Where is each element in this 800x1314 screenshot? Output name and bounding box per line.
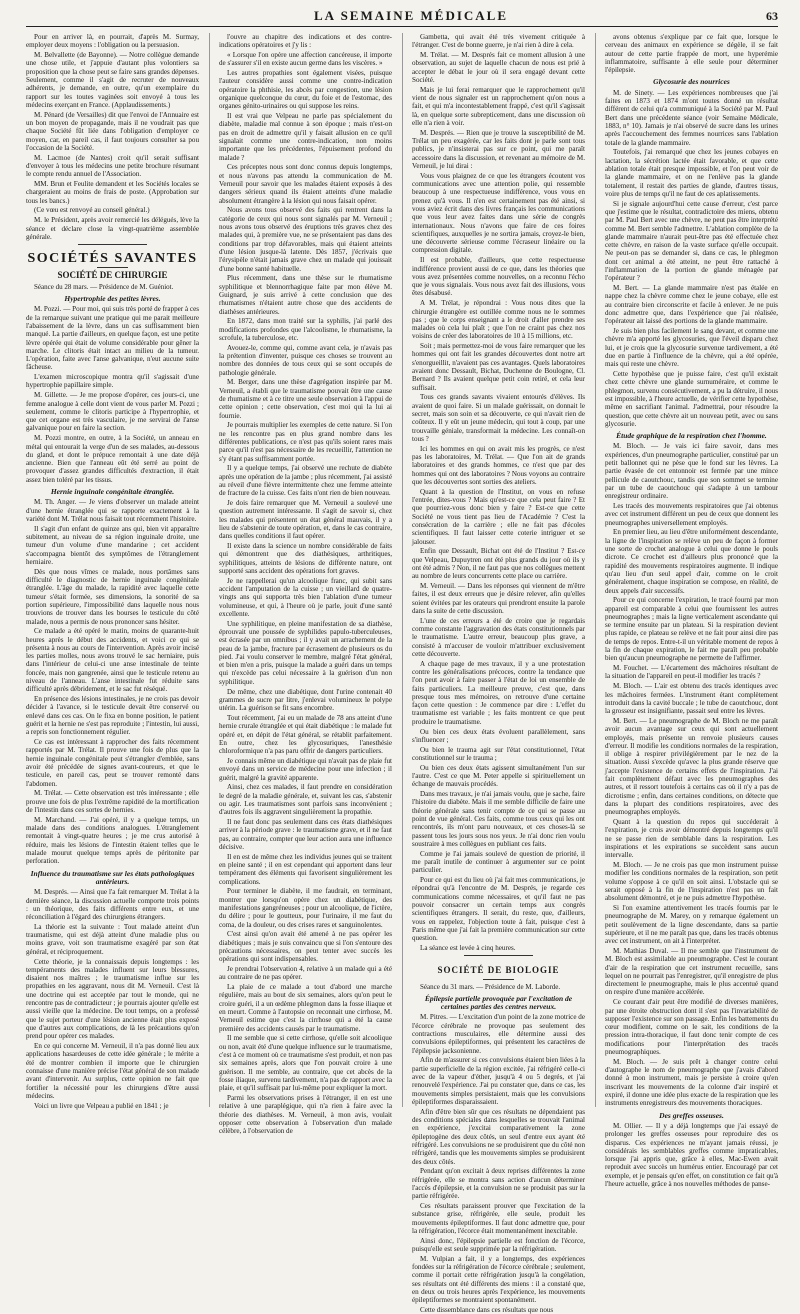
paragraph: M. Pitres. — L'excitation d'un point de la zone motrice de l'écorce cérébrale ne provoque pas seulement des contractions musculaires, elle détermine aussi des convulsions épileptiformes, qui présentent les caractères de l'épilepsie jacksonienne. [412,1013,585,1055]
topic-heading: Des greffes osseuses. [659,1110,724,1120]
paragraph: MM. Brun et Feulite demandent et les Sociétés locales se chargeraient au moins de frais de poste. (Approbation sur tous les bancs.) [26,180,199,205]
paragraph: Ainsi, chez ces malades, il faut prendre en considération le degré de la maladie générale, et, suivant les cas, s'abstenir ou agir. Les traumatismes sont parfois sans inconvénient ; d'autres fois ils aggravent singulièrement la propathie. [219,783,392,817]
paragraph: Pour en arriver là, en pourrait, d'après M. Surmay, employer deux moyens : l'obligation ou la persuasion. [26,33,199,50]
paragraph: Cette hypothèse que je puisse faire, c'est qu'il existait chez cette chèvre une glande surnuméraire, et comme le phlegmon, survenu consécutivement, a pu la détruire, il nous est impossible, à l'heure actuelle, de vérifier cette hypothèse, même en sacrifiant l'animal. J'admettrai, pour résoudre la question, que cette chèvre ait un nouveau petit, avec ou sans glycosurie. [605,370,778,428]
paragraph: Avouez-le, comme qui, comme avant cela, je n'avais pas la prétention d'inventer, puisque ces choses se trouvent au nombre des données de tous ceux qui se sont occupés de pathologie générale. [219,343,392,377]
paragraph: Gambetta, qui avait été très vivement critiquée à l'étranger. C'est de bonne guerre, je n'ai rien à dire à cela. [412,33,585,50]
paragraph: Ou bien ces deux états agissent simultanément l'un sur l'autre. C'est ce que M. Peter appelle si spirituellement un échange de mauvais procédés. [412,763,585,789]
paragraph: M. Bloch. — L'air est obtenu des tracés identiques avec les mâchoires fermées. L'instrument étant complètement introduit dans la cavité buccale ; le tube de caoutchouc, dont la grosseur est insignifiante, passait seul entre les lèvres. [605,682,778,716]
paragraph: M. Després. — Ainsi que l'a fait remarquer M. Trélat à la dernière séance, la discussion actuelle comporte trois points : un théorique, des faits différents entre eux, et une réconciliation à l'égard des chirurgiens étrangers. [26,888,199,922]
paragraph: M. Th. Anger. — Je viens d'observer un malade atteint d'une hernie étranglée qui se rapporte exactement à la variété dont M. Trélat nous faisait tout récemment l'histoire. [26,498,199,523]
paragraph: M. Pozzi. — Pour moi, qui suis très porté de frapper à ces de la remarque suivant une pratique qui me parait meilleure l'abaissement de la lèvre, dans un cas suffisamment bien manqué. La partie d'ailleurs, en quelque façon, est une petite lèvre opérée qui était de volume considérable pour gêner la marche. Le clitoris était intact au milieu de la tumeur. L'opération, faite avec l'anse galvanique, n'eut aucune suite fâcheuse. [26,305,199,372]
paragraph: Ce cas est intéressant à rapprocher des faits récemment rapportés par M. Trélat. Il prouve une fois de plus que la hernie inguinale congénitale peut s'étrangler d'emblée, sans avoir été précédée de signes avant-coureurs, et que le testicule, en pareil cas, peut se trouver remonté dans l'abdomen. [26,738,199,788]
divider [483,979,514,980]
divider [97,267,128,268]
paragraph: Nous avons tous observé des faits qui rentrent dans la catégorie de ceux qui nous sont signalés par M. Verneuil ; nous avons tous observé des éruptions très graves chez des malades qui, à première vue, ne se présentaient pas dans des conditions par trop défavorables, mais qui étaient atteints d'une lésion jusque-là latente. Dès 1857, j'écrivais que l'érysipèle n'était jamais grave chez un malade qui jouissait d'une bonne santé habituelle. [219,206,392,273]
paragraph: Il est vrai que Velpeau ne parle pas spécialement du diabète, maladie mal connue à son époque ; mais n'est-on pas en droit de admettre qu'il y faisait allusion en ce qu'il signalait comme une contre-indication, non moins importante que les précédentes, l'épuisement profond du malade ? [219,112,392,162]
paragraph: En présence des lésions intestinales, je ne crois pas devoir décider à l'avance, si le testicule devait être conservé ou enlevé dans ces cas. On le fixa en bonne position, le patient guérit et la hernie ne s'est pas reproduite ; l'intestin, lui aussi, a repris son fonctionnement régulier. [26,695,199,737]
paragraph: M. Després. — Rien que je trouve la susceptibilité de M. Trélat un peu exagérée, car les faits dont je parle sont tous publics, je n'insisterai pas sur ce point, qui me paraît accessoire dans la discussion, et revenant au mémoire de M. Verneuil, je lui dirai : [412,128,585,170]
paragraph: L'une de ces erreurs a été de croire que je regardais comme constante l'aggravation des états constitutionnels par le traumatisme. L'autre erreur, beaucoup plus grave, a consisté à m'accuser de vouloir m'attribuer exclusivement cette découverte. [412,616,585,658]
paragraph: Pour terminer le diabète, il me faudrait, en terminant, montrer que lorsqu'on opère chez un diabétique, des manifestations gangréneuses ; pour un alcoolique, de l'ictère, du délire ; pour le goutteux, pour l'urinaire, il me faut du coma, de la douleur, ou des crises rares et sanguinolentes. [219,887,392,929]
paragraph: Je suis bien plus facilement le sang devant, et comme une chèvre m'a apporté les glycosuries, que l'éveil disparu chez lui, et je crois que la glycosurie survenue tardivement, a été due en partie à l'influence de la chèvre, qui a été opérée, mais qui reste une chèvre. [605,327,778,369]
paragraph: Il ne faut donc pas seulement dans ces états diathésiques arriver à la période grave : le traumatisme grave, et il ne faut pas, au contraire, compter que leur action aura une influence décisive. [219,818,392,851]
paragraph: Dès que nous vîmes ce malade, nous portâmes sans difficulté le diagnostic de hernie inguinale congénitale étranglée. L'âge du malade, la rapidité avec laquelle cette tumeur s'était formée, ses dimensions, la sonorité de sa portion supérieure, l'impossibilité dans laquelle nous nous trouvions de trouver dans les bourses le testicule du côté malade, nous a permis de nous prononcer sans hésiter. [26,567,199,626]
paragraph: M. de Sinety. — Les expériences nombreuses que j'ai faites en 1873 et 1874 m'ont toutes donné un résultat différent de celui qu'a communiqué à la Société par M. Paul Bert dans une précédente séance (voir Semaine Médicale, 1883, n° 10). Jamais je n'ai observé de sucre dans les urines après l'accouchement des femmes nourrices sans l'ablation totale de la glande mammaire. [605,88,778,147]
paragraph: Quant à la question du repos qui succéderait à l'expiration, je crois avoir démontré depuis longtemps qu'il ne se passe rien de semblable dans la respiration. Les inspirations et les expirations se succèdent sans aucun intervalle. [605,818,778,860]
paragraph: Tout récemment, j'ai eu un malade de 78 ans atteint d'une hernie crurale étranglée et qui était diabétique : le malade fut opéré et, en dépit de l'état général, se rétablit parfaitement. En outre, chez les glycosuriques, l'anesthésie chloroformique n'a pas paru offrir de dangers particuliers. [219,713,392,756]
topic-heading: Influence du traumatisme sur les états pathologiques antérieurs. [30,868,195,886]
paragraph: M. Pozzi montre, en outre, à la Société, un anneau en métal qui entourait la verge d'un de ses malades, au-dessous du gland, et dont le prépuce remontait à une date déjà ancienne. Bien que l'anneau eût été serré au point de provoquer d'assez grandes difficultés d'extraction, il était assez bien toléré par les tissus. [26,434,199,484]
paragraph: Parmi les observations prises à l'étranger, il en est une relative à une paraplégique, qui n'a rien à faire avec la théorie des diathèses. M. Verneuil, à mon avis, voulait opposer cette observation à l'observation d'un malade célèbre, à l'observation de [219,1094,392,1136]
paragraph: Ces préceptes nous sont donc connus depuis longtemps, et nous n'avons pas attendu la communication de M. Verneuil pour savoir que les malades étaient exposés à des dangers sérieux quand ils étaient atteints d'une maladie absolument étrangère à la lésion qui nous faisait opérer. [219,163,392,205]
page-number: 63 [766,9,778,23]
paragraph: Il y a quelque temps, j'ai observé une rechute de diabète après une opération de la jambe ; plus récemment, j'ai assisté au réveil d'une fièvre intermittente chez une femme atteinte de fracture de la cuisse. Ces faits n'ont rien de bien nouveau. [219,464,392,498]
paragraph: Ce courant d'air peut être modifié de diverses manières, par une étroite obstruction dont il s'est pas l'invariabilité de supposer l'existence sur son passage. Enfin les battements du cœur modifient, comme on le sait, les conditions de la pression intra-thoracique, il faut donc tenir compte de ces modifications pour l'interprétation des tracés pneumographiques. [605,998,778,1057]
section-heading: SOCIÉTÉS SAVANTES [27,251,198,267]
paragraph: M. Vulpian a fait, il y a longtemps, des expériences fondées sur la réfrigération de l'écorce cérébrale ; seulement, comme il portait cette réfrigération jusqu'à la congélation, ses résultats ont été différents des miens : il a constaté que, en deux ou trois heures après l'expérience, les mouvements épileptiformes se montraient spontanément. [412,1254,585,1305]
paragraph: Pendant qu'on excitait à deux reprises différentes la zone réfrigérée, elle se montra sans action d'aucun déterminer l'accès d'épilepsie, et la convulsion ne se produisit pas sur la partie réfrigérée. [412,1167,585,1201]
paragraph: Soit ; mais permettez-moi de vous faire remarquer que les hommes qui ont fait les grandes découvertes dont notre art s'enorgueillit, n'avaient pas ces avantages. Quels laboratoires avaient donc Dessault, Bichat, Duchenne de Boulogne, Cl. Bernard ? Ils avaient quelque petit coin retiré, et cela leur suffisait. [412,342,585,392]
paragraph: Dans mes travaux, je n'ai jamais voulu, que je sache, faire l'histoire du diabète. Mais il me semble difficile de faire une théorie générale sans tenir compte de ce qui se passe au point de vue général. Ces faits, comme tous ceux qui les ont rencontrés, ils m'ont paru nouveaux, et ces choses-là se passent tous les jours sous nos yeux. Je n'ai donc rien voulu soustraire à mes collègues en publiant ces faits. [412,790,585,848]
paragraph: Je dois faire remarquer que M. Verneuil a soulevé une question autrement intéressante. Il s'agit de savoir si, chez les malades qui présentent un état général mauvais, il y a lieu de s'abstenir de toute opération, et, dans le cas contraire, dans quelles conditions il faut opérer. [219,499,392,541]
topic-heading: Hernie inguinale congénitale étranglée. [50,487,175,497]
paragraph: M. Pénard (de Versailles) dit que l'envoi de l'Annuaire est un bon moyen de propagande, mais il ne voudrait pas que chaque Société fût liée dans l'obligation d'employer ce moyen, car, en pareil cas, il faut toujours consulter sa pou l'occasion de la Société. [26,110,199,152]
paragraph: Les autres propathies sont également visées, puisque l'auteur considère aussi comme une contre-indication opératoire la phthisie, les abcès par congestion, une lésion organique quelconque du cœur, du foie et de l'estomac, des organes génito-urinaires ou qui suppose les reins. [219,69,392,111]
column-3 [402,33,585,1314]
paragraph: Vous vous plaignez de ce que les étrangers écoutent vos communications avec une attention polie, qui ressemble beaucoup à une respectueuse indifférence, vous vous en prenez qu'à vous. Il n'en est certainement pas été ainsi, si vous aviez écrit dans des livres français les communications que vous leur avez faites dans une série de congrès internationaux. Nous n'avons que faire de ces foires scientifiques, auxquelles je ne sortira jamais, croyez-le bien, une découverte sérieuse comme l'écraseur linéaire ou la compression digitale. [412,171,585,255]
paragraph: Ou bien le trauma agit sur l'état constitutionnel, l'état constitutionnel sur le trauma ; [412,745,585,762]
columns [26,33,778,1314]
paragraph: l'ouvre au chapitre des indications et des contre-indications opératoires et j'y lis : [219,33,392,50]
column-4 [595,33,778,1188]
paragraph: M. Bloch. — Je vais ici faire savoir, dans mes expériences, d'un pneumographe particulier, constitué par un petit ballonnet qui ne pèse que le fond sur les lèvres. La partie évasée de cet entonnoir est fermée par une mince pellicule de caoutchouc, tandis que son sommet se termine par un tube de caoutchouc qui s'adapte à un tambour enregistreur ordinaire. [605,442,778,501]
paragraph: Tous ces grands savants vivaient entourés d'élèves. Ils avaient de quoi faire. Si un malade guérissait, on donnait le secret, mais son soin et sa découverte, ce qui n'avait rien de coûteux. Il y eût un jeune médecin, qui tout à coup, par une trouvaille géniale, transformait la médecine. Les connaît-on tous ? [412,393,585,443]
paragraph: M. Fouchet. — L'écartement des mâchoires résultant de la situation de l'appareil en peut-il modifier les tracés ? [605,664,778,681]
paragraph: Comme je l'ai jamais soulevé de question de priorité, il me paraît inutile de continuer à argumenter sur ce point particulier. [412,849,585,875]
paragraph: M. Berger, dans une thèse d'agrégation inspirée par M. Verneuil, a établi que le traumatisme pouvait être une cause de rhumatisme et à ce titre une seule observation à l'appui de cette opinion ; cette observation, c'est moi qui la lui ai fournie. [219,378,392,420]
paragraph: En 1872, dans mon traité sur la syphilis, j'ai parlé des modifications profondes que l'alcoolisme, le rhumatisme, la scrofule, la tuberculose, etc. [219,317,392,342]
paragraph: En ce qui concerne M. Verneuil, il n'a pas donné lieu aux applications hasardeuses de cette idée générale ; le mérite a été de montrer combien il importe que le chirurgien connaisse d'une manière précise l'état général de son malade avant d'intervenir. Au surplus, cette opinion ne fait que fortifier la nécessité pour les chirurgiens d'être aussi médecins. [26,1042,199,1100]
paragraph: Il existe dans la science un nombre considérable de faits qui démontrent que des diathésiques, arthritiques, syphilitiques, atteints de lésions de différente nature, ont supporté sans accident des opérations fort graves. [219,542,392,575]
running-header [26,8,778,27]
divider [78,244,147,245]
column-2 [209,33,392,1136]
paragraph: Pour ce qui est du lieu où j'ai fait mes communications, je répondrai qu'à l'encontre de M. Després, je regarde ces communications comme nécessaires, et qu'il faut ne pas pouvoir consacrer un certain temps aux congrès scientifiques étrangers. Il serait, du reste, que, d'ailleurs, vous en rappelez, l'objection toute à fait, puisque c'est à Paris même que j'ai fait la première communication sur cette question. [412,876,585,943]
paragraph: Cette théorie, je la connaissais depuis longtemps : les tempéraments des malades influent sur leurs blessures, disaient nos maîtres ; le traumatisme influe sur les propathies en les aggravant, nous dit M. Verneuil. C'est là une doctrine qui est acceptée par tout le monde, qui ne rencontre pas de contradicteur ; je pourrais ajouter qu'elle est aussi vieille que la médecine. De tout temps, on a professé que le sujet porteur d'une lésion ancienne était plus exposé que d'autres aux complications, de là les précautions qu'on prend pour opérer ces malades. [26,957,199,1041]
paragraph: Une syphilitique, en pleine manifestation de sa diathèse, éprouvait une poussée de syphilides papulo-tuberculeuses, est écrasée par un omnibus ; il y avait un arrachement de la peau de la jambe, fracture par écrasement de plusieurs os du pied. J'ai voulu conserver le membre, malgré l'état général, et bien m'en a pris, puisque la malade a guéri dans un temps qui n'excède pas celui nécessaire à la guérison d'un non syphilitique. [219,619,392,686]
paragraph: L'examen microscopique montra qu'il s'agissait d'une hypertrophie papillaire simple. [26,373,199,390]
paragraph: A M. Trélat, je répondrai : Vous nous dites que la chirurgie étrangère est outillée comme nous ne le sommes pas ; que le corps enseignant a le droit d'aller prendre ses malades où cela lui plaît ; que l'on ne craint pas chez nos voisins de créer des laboratoires de 10 à 15 millions, etc. [412,299,585,341]
paragraph: Si je signale aujourd'hui cette cause d'erreur, c'est parce que j'estime que le résultat, contradictoire des miens, obtenu par M. Paul Bert avec une chèvre, ne peut pas être interprété comme M. Bert semble l'admettre. L'ablation complète de la glande mammaire n'aurait peut-être pas été effectuée chez cette chèvre, en raison de la vaste surface qu'elle occupait. Ne peut-on pas se demander si, dans ce cas, le phlegmon dont cet animal a été atteint, ne peut être rattaché à l'inflammation de la portion de glande ménagée par l'opérateur ? [605,199,778,283]
paragraph: C'est ainsi qu'on avait été amené à ne pas opérer les diabétiques ; mais je suis convaincu que si l'on s'entoure des précautions nécessaires, on peut tenter avec succès les opérations qui sont indispensables. [219,930,392,964]
topic-heading: Hypertrophie des petites lèvres. [64,294,161,304]
paragraph: Cette dissemblance dans ces résultats que nous [420,1306,554,1314]
paragraph: M. Bert. — La glande mammaire n'est pas étalée en nappe chez la chèvre comme chez le jeune cobaye, elle est au contraire bien circonscrite et facile à enlever. Je ne puis donc admettre que, dans l'expérience que j'ai réalisée, l'opérateur ait laissé des portions de la glande mammaire. [605,284,778,326]
paragraph: Ici les hommes en qui on avait mis les progrès, ce n'est pas les laboratoires, M. Trélat. — Que l'on ait de grands laboratoires et des grands hommes, ce n'est que par des hommes qui ont des laboratoires ? Nous voyons au contraire que les découvertes sont sorties des ateliers. [412,444,585,486]
society-heading: SOCIÉTÉ DE CHIRURGIE [57,270,168,281]
paragraph: Il est probable, d'ailleurs, que cette respectueuse indifférence provient aussi de ce que, dans les théories que vous avez présentées comme nouvelles, on a reconnu l'écho que je vous signalais. Vous nous avez fait des illusions, vous êtes désabusé. [412,256,585,298]
column-1 [26,33,199,1110]
paragraph: M. Bloch. — Je ne crois pas que mon instrument puisse modifier les conditions normales de la respiration, son petit volume s'oppose à ce qu'il en soit ainsi. L'obstacle qui se serait opposé à la fin de l'inspiration n'est pas un fait absolument démontré, et je ne puis admettre l'hypothèse. [605,861,778,903]
paragraph: Il s'agit d'un enfant de quinze ans qui, bien vit apparaître subitement, au niveau de sa région inguinale droite, une tumeur d'un volume d'une mandarine ; cet accident s'accompagna bientôt des symptômes de l'étranglement herniaire. [26,524,199,566]
paragraph: M. Belvallette (de Bayonne). — Notre collègue demande une chose utile, et j'appuie d'autant plus volontiers sa proposition que la chose peut se faire sans grandes dépenses. Seulement, comme il s'agit de recruter de nouveaux adhérents, je demande, en outre, qu'un exemplaire du rapport sur les toutes vaginées soit envoyé à tous les médecins exerçant en France. (Applaudissements.) [26,51,199,109]
paragraph: M. Bloch. — Je suis prêt à changer contre celui d'autographe le nom de pneumographe que j'avais d'abord donné à mon instrument, mais je persiste à croire qu'en inscrivant les mouvements de la colonne d'air inspiré et expiré, il donne une idée plus exacte de la respiration que les instruments enregistreurs des mouvements thoraciques. [605,1057,778,1108]
paragraph: Quant à la question de l'Institut, on vous en refuse l'entrée, dites-vous ? Mais qu'est-ce que cela peut faire ? Et que pourriez-vous donc bien y faire ? Est-ce que cette Société ne vous tient pas lieu de l'Académie ? C'est la consécration de la carrière ; elle ne fait pas d'écoles scientifiques. Il faut laisser cette coterie intriguer et se jalouser. [412,487,585,546]
paragraph: Ainsi donc, l'épilepsie partielle est fonction de l'écorce, puisqu'elle est seule supprimée par la réfrigération. [412,1236,585,1253]
paragraph: La séance est levée à cinq heures. [420,943,516,952]
paragraph: Je pourrais multiplier les exemples de cette nature. Si l'on ne les rencontre pas en plus grand nombre dans les différentes publications, ce n'est pas qu'ils soient rares mais parce qu'il n'est pas nécessaire de les recueillir, l'attention ne s'y étant pas suffisamment portée. [219,421,392,463]
paragraph: M. Bert. — Le pneumographe de M. Bloch ne me paraît avoir aucun avantage sur ceux qui sont actuellement employés, mais présente un renvoie plusieurs causes d'erreur. Il modifie les conditions normales de la respiration, il oblige à respirer privilégièrement par le nez de la situation. Aussi s'excède qu'avec la plus grande réserve que j'accepte l'existence de certains effets de l'inspiration. J'ai fait complètement défaut avec les pneumographes des autres, et il ressort toutefois à certains cas où il n'y a pas de dicrotisme ; enfin, dans certaines conditions, on détecte que dans la plupart des conditions respiratoires, avec des pneumographes employés. [605,716,778,817]
paragraph: Toutefois, j'ai remarqué que chez les jeunes cobayes en lactation, la sécrétion lactée était favorable, et que cette ablation totale était presque impossible, et l'on peut voir de la glande mammaire, et on ne l'enlève pas la glande totalement, il restait des parties de glande, d'autres tissus, voire plus de temps qu'il ne faut de ces aplatissements. [605,148,778,198]
paragraph: Mais je lui ferai remarquer que le rapprochement qu'il vient de nous signaler est un rapprochement qu'on nous a fait, et qui m'a incontestablement frappé, c'est qu'il s'agissait là, en quelque sorte subrepticement, dans une discussion où elle n'a rien à voir. [412,85,585,127]
paragraph: La plaie de ce malade a tout d'abord une marche régulière, mais au bout de six semaines, alors qu'on peut le croire guéri, il a un œdème phlegmon dans la fosse iliaque et en meurt. Comme à l'autopsie on reconnait une cirrhose, M. Verneuil estime que c'est la cirrhose qui a été la cause première des accidents causés par le traumatisme. [219,983,392,1033]
session-info: Séance du 28 mars. — Présidence de M. Guéniot. [34,282,174,291]
paragraph: Afin d'être bien sûr que ces résultats ne dépendaient pas des conditions spéciales dans lesquelles se trouvait l'animal en expérience, j'excitai comparativement la zone épileptogène des deux côtés, un seul d'entre eux ayant été réfrigéré. Les convulsions ne se produisirent que du côté non réfrigéré, tandis que les mouvements simples se produisirent des deux côtés. [412,1107,585,1166]
paragraph: M. Trélat. — Cette observation est très intéressante ; elle prouve une fois de plus l'extrême rapidité de la mortification de l'intestin dans ces sortes de hernies. [26,789,199,815]
paragraph: Je ne rappellerai qu'un alcoolique franc, qui subit sans accident l'amputation de la cuisse ; un vieillard de quatre-vingts ans qui supporta très bien l'ablation d'une tumeur volumineuse, et qui, à l'heure où je parle, jouit d'une santé excellente. [219,576,392,618]
paragraph: M. Gillette. — Je me propose d'opérer, ces jours-ci, une femme analogue à celle dont vient de vous parler M. Pozzi ; seulement, comme le clitoris participe à l'hypertrophie, et que cet organe est très vasculaire, je me servirai de l'anse galvanique pour en faire la section. [26,391,199,433]
paragraph: Je connais même un diabétique qui n'avait pas de plaie fut envoyé dans un service de médecine pour une infection ; il guérit, malgré la gravité apparente. [219,756,392,782]
paragraph: En premier lieu, au lieu d'être uniformément descendante, la ligne de l'inspiration se relève un peu de façon à former une sorte de crochet analogue à celui que donne le pouls dicrote. Ce crochet est d'ailleurs plus prononcé que la rapidité des mouvements respiratoires augmente. Il indique qu'au lieu d'un seul appel d'air, comme on le croit généralement, chaque inspiration se compose, en réalité, de deux appels d'air successifs. [605,528,778,595]
paragraph: M. Marchand. — J'ai opéré, il y a quelque temps, un malade dans des conditions analogues. L'étranglement remontait à vingt-quatre heures ; je me crus autorisé à réduire, mais les lésions de l'intestin étaient telles que le malade mourut quelque temps après de péritonite par perforation. [26,815,199,866]
paragraph: Je prendrai l'observation 4, relative à un malade qui a été au contraire de ne pas opérer. [219,965,392,982]
paragraph: De même, chez une diabétique, dont l'urine contenait 40 grammes de sucre par litre, j'enlevai volumineux le polype utérin. La guérison se fit sans encombre. [219,687,392,713]
paragraph: Enfin que Dessault, Bichat ont été de l'Institut ? Est-ce que Velpeau, Dupuytren ont été plus grands du jour où ils y ont été admis ? Non, il ne faut pas que nos collègues mettent au nombre de leurs concurrents cette place ou carrière. [412,547,585,581]
paragraph: Ou bien ces deux états évoluent parallèlement, sans s'influencer ; [412,727,585,744]
paragraph: Afin de m'assurer si ces convulsions étaient bien liées à la partie superficielle de la région excitée, j'ai réfrigéré celle-ci avec de la vapeur d'éther, jusqu'à 4 ou 5 degrés, et j'ai renouvelé l'expérience. J'ai pu constater que, dans ce cas, les mouvements simples persistaient, mais que les convulsions épileptiformes disparaissaient. [412,1056,585,1106]
paragraph: Ce malade a été opéré le matin, moins de quarante-huit heures après le début des accidents, et voici ce qui se présenta à nous au cours de l'intervention. Après avoir incisé les parties molles, nous avons trouvé le sac herniaire, puis dans l'intérieur de celui-ci une anse intestinale de teinte foncée, mais non gangrenée, ainsi que le testicule retenu au niveau de l'anneau. L'anse intestinale fut réduite sans difficulté après débridement, et le sac fut réséqué. [26,627,199,694]
paragraph: Si l'on examine attentivement les tracés fournis par le pneumographe de M. Marey, on y remarque également un petit soulèvement de la ligne descendante, dans sa partie supérieure, et il ne me paraît pas que, dans les tracés obtenus avec cet instrument, on ait à l'interpréter. [605,903,778,946]
paragraph: M. Ollier. — Il y a déjà longtemps que j'ai essayé de prolonger les greffes osseuses pour reproduire des os disparus. Ces expériences ne m'ayant jamais réussi, je considérais les semblables greffes comme impraticables, lorsque j'ai appris que, grâce à elles, Mac-Ewen avait reproduit avec succès un humérus entier. Encouragé par cet exemple, et je pensais qu'en effet, on constitution ce fait qu'à l'heure actuelle, grâce à nos nouvelles méthodes de panse- [605,1121,778,1188]
paragraph: A chaque page de mes travaux, il y a une protestation contre les généralisations précoces, contre la tendance que l'on peut avoir à faire passer à l'état de loi un ensemble de faits particuliers. La meilleure preuve, c'est que, dans presque tous mes mémoires, on retrouve d'une certaine façon cette question : Je commence par dire : L'effet du traumatisme est variable ; les faits montrent ce que peut produire le traumatisme. [412,659,585,726]
topic-heading: Épilepsie partielle provoquée par l'excitation de certaines parties des centres nerveux. [424,993,573,1012]
paragraph: Voici un livre que Velpeau a publié en 1841 ; je [34,1101,169,1110]
paragraph: avons obtenus s'explique par ce fait que, lorsque le cerveau des animaux en expérience se dégèle, il se fait autour de cette partie frappée de mort, une hyperémie inflammatoire, suffisante à elle seule pour déterminer l'épilepsie. [605,33,778,75]
section-heading: SOCIÉTÉ DE BIOLOGIE [437,965,560,976]
paragraph: (Ce vœu est renvoyé au conseil général.) [34,206,150,215]
paragraph: La théorie est la suivante : Tout malade atteint d'un traumatisme, qui est déjà atteint d'une maladie plus ou moins grave, voit son traumatisme exagéré par son état général, et réciproquement. [26,922,199,956]
paragraph: Ces résultats paraissent prouver que l'excitation de la substance grise, réfrigérée, elle seule, produit les mouvements épileptiformes. Il faut donc admettre que, pour la réfrigération, l'écorce était momentanément inexcitable. [412,1201,585,1235]
divider [464,955,533,956]
paragraph: M. Mathias Duval. — Il me semble que l'instrument de M. Bloch est assimilable au pneumographe. C'est le courant d'air de la respiration que cet instrument recueille, sans lequel on ne pourrait pas l'enregistrer, qu'il enregistre de plus directement le pneumographe, mais le plus accentué quand on respire d'une manière accélérée. [605,946,778,997]
paragraph: M. Verneuil. — Dans les réponses qui viennent de m'être faites, il est deux erreurs que je désire relever, afin qu'elles soient évitées par les orateurs qui prendront ensuite la parole dans la suite de cette discussion. [412,582,585,615]
topic-heading: Glycosurie des nourrices [653,77,730,87]
paragraph: Pour ce qui concerne l'expiration, le tracé fourni par mon appareil est comparable à celui que fournissent les autres pneumographes ; mais la ligne verticalement ascendante qui se termine ensuite par un plateau. Si la respiration devient plus rapide, ce plateau se relève et ne fait pour ainsi dire pas de temps de repos. Entre-t-il un véritable moment de repos à la fin de chaque expiration, le fait me paraît peu probable bien qu'aucun pneumographe ne permette de l'affirmer. [605,596,778,663]
session-info: Séance du 31 mars. — Présidence de M. Laborde. [420,982,561,991]
paragraph: M. Trélat. — M. Després fait ce moment allusion à une observation, au sujet de laquelle chacun de nous est prié à accepter le débat le jour où il sera engagé devant cette Société. [412,51,585,84]
paragraph: M. Lacmoe (de Nantes) croit qu'il serait suffisant d'envoyer à tous les médecins une petite brochure résumant le compte rendu annuel de l'Association. [26,153,199,179]
topic-heading: Étude graphique de la respiration chez l'homme. [616,431,767,441]
paragraph: Plus récemment, dans une thèse sur le rhumatisme syphilitique et blennorrhagique faite par mon élève M. Guignard, je suis arrivé à cette conclusion que des rhumatismes n'étaient autre chose que des accidents de diathèses antérieures. [219,274,392,316]
paragraph: Il en est de même chez les individus jeunes qui se traitent en pleine santé ; il en est cependant qui apportent dans leur tempérament des éléments qui favorisent singulièrement les complications. [219,852,392,886]
paragraph: M. le Président, après avoir remercié les délégués, lève la séance et déclare close la vingt-quatrième assemblée générale. [26,216,199,241]
journal-title: LA SEMAINE MÉDICALE [313,8,509,23]
paragraph: « Lorsque l'on opère une affection cancéreuse, il importe de s'assurer s'il en existe aucun germe dans les viscères. » [219,51,392,68]
paragraph: Les tracés des mouvements respiratoires que j'ai obtenus avec cet instrument différent un peu de ceux que donnent les pneumographes universellement employés. [605,502,778,527]
paragraph: Il me semble que si cette cirrhose, qu'elle soit alcoolique ou non, avait été d'une quelque influence sur le traumatisme, c'est à ce moment où ce traumatisme s'est produit, et non pas six semaines après, alors que l'on pouvait croire à une guérison. Il me semble, au contraire, que cet abcès de la fosse iliaque, survenu tardivement, n'a pas de rapport avec la plaie, et qu'il suffisait par lui-même pour expliquer la mort. [219,1034,392,1093]
